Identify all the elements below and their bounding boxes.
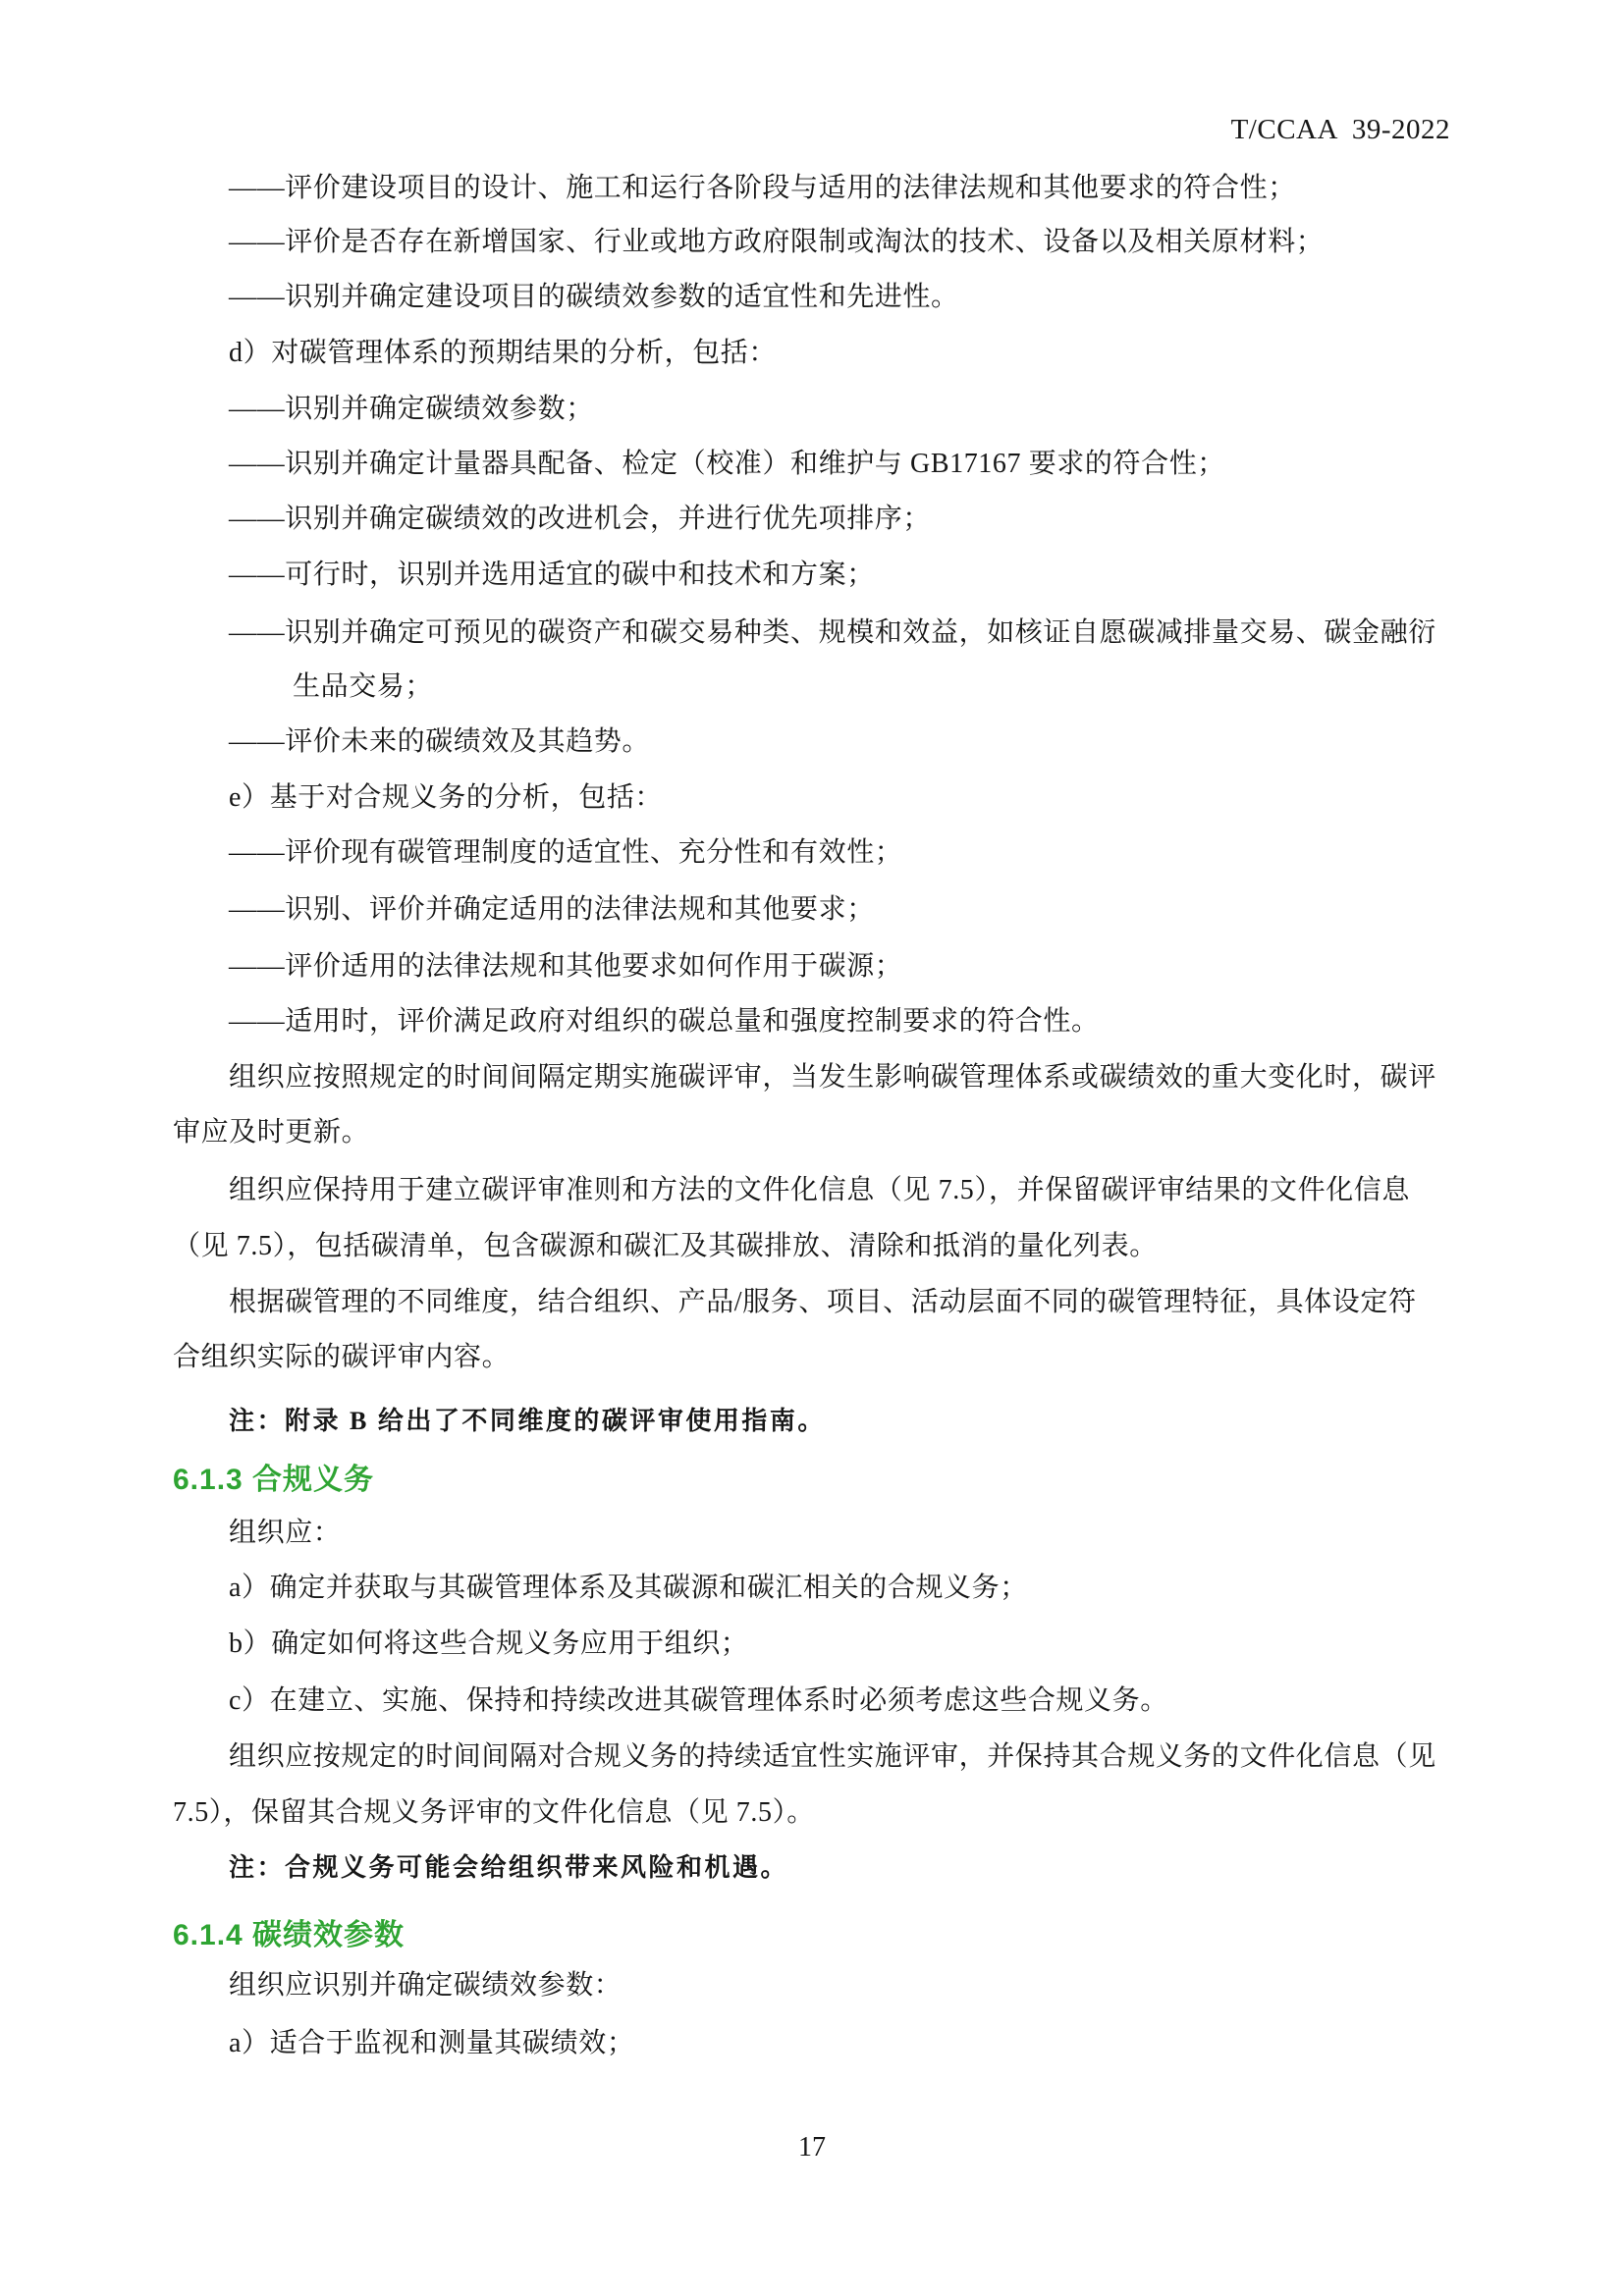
text-line: ——评价建设项目的设计、施工和运行各阶段与适用的法律法规和其他要求的符合性； xyxy=(229,173,1296,203)
header-doc-number: T/CCAA 39-2022 xyxy=(1230,114,1450,145)
text-line: ——识别并确定建设项目的碳绩效参数的适宜性和先进性。 xyxy=(229,282,959,312)
text-line: ——评价现有碳管理制度的适宜性、充分性和有效性； xyxy=(229,837,903,868)
note-line: 注：合规义务可能会给组织带来风险和机遇。 xyxy=(229,1853,789,1882)
text-line: 7.5），保留其合规义务评审的文件化信息（见 7.5）。 xyxy=(173,1797,815,1828)
text-line: b）确定如何将这些合规义务应用于组织； xyxy=(229,1629,749,1659)
text-line: 组织应识别并确定碳绩效参数： xyxy=(229,1970,623,2001)
text-line: 组织应按规定的时间间隔对合规义务的持续适宜性实施评审，并保持其合规义务的文件化信息（见 xyxy=(229,1741,1436,1772)
text-line: e）基于对合规义务的分析，包括： xyxy=(229,782,664,813)
text-line: 审应及时更新。 xyxy=(173,1117,370,1148)
text-line: ——识别并确定计量器具配备、检定（校准）和维护与 GB17167 要求的符合性； xyxy=(229,449,1225,479)
text-line: ——可行时，识别并选用适宜的碳中和技术和方案； xyxy=(229,560,875,590)
text-line: 组织应保持用于建立碳评审准则和方法的文件化信息（见 7.5），并保留碳评审结果的文件化信息 xyxy=(229,1175,1411,1205)
text-line: ——识别并确定可预见的碳资产和碳交易种类、规模和效益，如核证自愿碳减排量交易、碳金融衍 xyxy=(229,617,1436,648)
text-line: （见 7.5），包括碳清单，包含碳源和碳汇及其碳排放、清除和抵消的量化列表。 xyxy=(173,1231,1158,1261)
text-line: ——评价是否存在新增国家、行业或地方政府限制或淘汰的技术、设备以及相关原材料； xyxy=(229,227,1325,257)
text-line: c）在建立、实施、保持和持续改进其碳管理体系时必须考虑这些合规义务。 xyxy=(229,1685,1168,1716)
text-line: 组织应： xyxy=(229,1518,342,1548)
text-line: ——评价适用的法律法规和其他要求如何作用于碳源； xyxy=(229,951,903,982)
text-line: 合组织实际的碳评审内容。 xyxy=(173,1342,511,1372)
text-line: d）对碳管理体系的预期结果的分析，包括： xyxy=(229,338,778,368)
text-line: 组织应按照规定的时间间隔定期实施碳评审，当发生影响碳管理体系或碳绩效的重大变化时，碳评 xyxy=(229,1062,1436,1093)
note-line: 注：附录 B 给出了不同维度的碳评审使用指南。 xyxy=(229,1407,826,1435)
text-line: ——适用时，评价满足政府对组织的碳总量和强度控制要求的符合性。 xyxy=(229,1006,1100,1037)
section-heading: 6.1.4 碳绩效参数 xyxy=(173,1919,406,1951)
text-line: 生品交易； xyxy=(293,671,434,702)
text-line: ——评价未来的碳绩效及其趋势。 xyxy=(229,726,651,757)
text-line: ——识别并确定碳绩效参数； xyxy=(229,394,594,424)
section-heading: 6.1.3 合规义务 xyxy=(173,1464,375,1496)
text-line: ——识别、评价并确定适用的法律法规和其他要求； xyxy=(229,894,875,925)
text-line: a）适合于监视和测量其碳绩效； xyxy=(229,2028,635,2058)
page-number: 17 xyxy=(798,2132,826,2163)
text-line: 根据碳管理的不同维度，结合组织、产品/服务、项目、活动层面不同的碳管理特征，具体设定符 xyxy=(229,1287,1417,1317)
text-line: ——识别并确定碳绩效的改进机会，并进行优先项排序； xyxy=(229,504,932,534)
text-line: a）确定并获取与其碳管理体系及其碳源和碳汇相关的合规义务； xyxy=(229,1573,1028,1603)
